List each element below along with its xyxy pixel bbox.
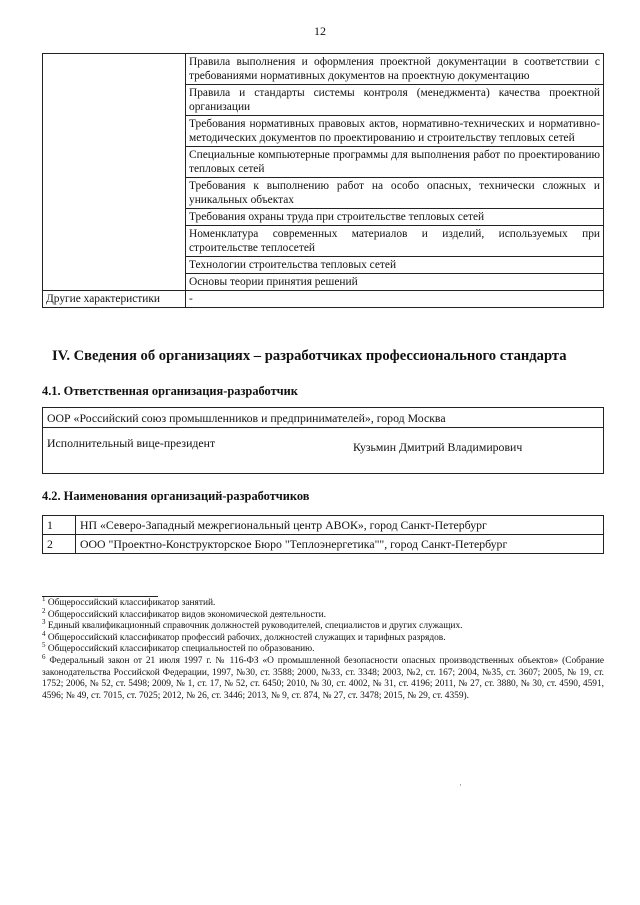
knowledge-item: Требования охраны труда при строительстве тепловых сетей xyxy=(186,209,604,226)
footnote xyxy=(42,629,604,645)
label-cell-empty xyxy=(43,54,186,291)
developer-name: ООО "Проектно-Конструкторское Бюро "Теплоэнергетика"", город Санкт-Петербург xyxy=(76,535,604,554)
footnote xyxy=(42,618,604,633)
footnote xyxy=(42,606,604,622)
page-number: 12 xyxy=(314,24,326,38)
other-characteristics-value: - xyxy=(186,291,604,308)
footnote-mark: 5 xyxy=(42,641,46,650)
footnote xyxy=(42,594,604,610)
knowledge-item: Требования к выполнению работ на особо опасных, технически сложных и уникальных объектах xyxy=(186,178,604,209)
footnote-mark: 1 xyxy=(42,594,46,603)
footnotes xyxy=(42,594,604,702)
footnote-text: Общероссийский классификатор занятий. xyxy=(47,598,216,608)
row-number: 2 xyxy=(43,535,76,554)
footnote xyxy=(42,652,604,702)
table-row xyxy=(43,291,604,308)
row-number: 1 xyxy=(43,516,76,535)
table-row xyxy=(43,535,604,554)
knowledge-item: Основы теории принятия решений xyxy=(186,274,604,291)
knowledge-item: Правила и стандарты системы контроля (менеджмента) качества проектной организации xyxy=(186,85,604,116)
developers-table xyxy=(42,515,604,554)
knowledge-item: Специальные компьютерные программы для выполнения работ по проектированию тепловых сетей xyxy=(186,147,604,178)
footnote-separator xyxy=(42,596,158,597)
footnote-mark: 3 xyxy=(42,618,46,627)
position-title: Исполнительный вице-президент xyxy=(47,436,216,450)
developers-heading: 4.2. Наименования организаций-разработчиков xyxy=(42,489,310,503)
other-characteristics-label: Другие характеристики xyxy=(43,291,186,308)
person-name: Кузьмин Дмитрий Владимирович xyxy=(353,440,523,454)
footnote-mark: 4 xyxy=(42,629,46,638)
footnote-text: Федеральный закон от 21 июля 1997 г. № 116-ФЗ «О промышленной безопасности опасных производственных объектов» (Собрание законодательства Российской Федерации, 1997, №30, ст. 3588; 2000, №33, ст. 3348; 2003, №2, ст. 167; 2004, №35, ст. 3607; 2005, № 19, ст. 1752; 2006, № 52, ст. 5498; 2009, № 1, ст. 17, № 52, ст. 6450; 2010, № 30, ст. 4002, № 31, ст. 4196; 2011, № 27, ст. 3880, № 30, ст. 4590, 4591, 4596; № 49, ст. 7015, ст. 7025; 2012, № 26, ст. 3446; 2013, № 9, ст. 874, № 27, ст. 3478; 2015, № 29, ст. 4359). xyxy=(42,655,604,701)
footnote-text: Общероссийский классификатор видов экономической деятельности. xyxy=(47,609,327,620)
knowledge-table xyxy=(42,53,604,308)
knowledge-item: Правила выполнения и оформления проектной документации в соответствии с требованиями нормативных документов на проектную документацию xyxy=(186,54,604,85)
responsible-heading: 4.1. Ответственная организация-разработчик xyxy=(42,384,298,398)
organization-name: ООР «Российский союз промышленников и предпринимателей», город Москва xyxy=(43,408,603,428)
responsible-organization-box xyxy=(42,407,604,474)
footnote-text: Общероссийский классификатор специальностей по образованию. xyxy=(47,644,315,655)
footnote-text: Общероссийский классификатор профессий рабочих, должностей служащих и тарифных разрядов. xyxy=(47,632,446,643)
stray-mark: · xyxy=(459,780,462,790)
footnote-mark: 6 xyxy=(42,652,46,661)
footnote-text: Единый квалификационный справочник должностей руководителей, специалистов и других служащих. xyxy=(47,621,463,632)
knowledge-item: Требования нормативных правовых актов, нормативно-технических и нормативно-методических документов по проектированию и строительству тепловых сетей xyxy=(186,116,604,147)
table-row xyxy=(43,516,604,535)
knowledge-item: Технологии строительства тепловых сетей xyxy=(186,257,604,274)
knowledge-item: Номенклатура современных материалов и изделий, используемых при строительстве теплосетей xyxy=(186,226,604,257)
section-title: IV. Сведения об организациях – разработчиках профессионального стандарта xyxy=(52,348,567,364)
developer-name: НП «Северо-Западный межрегиональный центр АВОК», город Санкт-Петербург xyxy=(76,516,604,535)
table-row xyxy=(43,54,604,85)
footnote xyxy=(42,641,604,656)
footnote-mark: 2 xyxy=(42,606,46,615)
